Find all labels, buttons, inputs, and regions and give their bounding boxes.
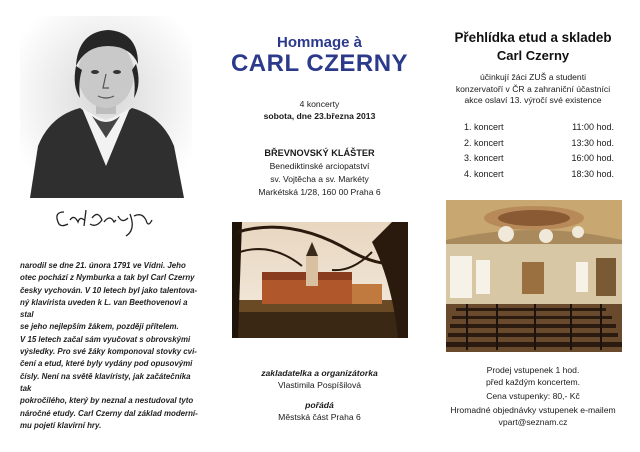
- concert-time: 11:00 hod.: [572, 122, 614, 132]
- ticket-sale-info: před každým koncertem.: [485, 377, 581, 387]
- description-line: účinkují žáci ZUŠ a studenti: [479, 72, 587, 82]
- venue-line: Benediktinské arciopatství: [269, 161, 370, 171]
- biography-text: [20, 260, 202, 432]
- organizer-name: Vlastimila Pospíšilová: [277, 380, 362, 390]
- bio-line: se jeho nejlepším žákem, později přítelem.: [20, 322, 179, 332]
- bio-line: otec pochází z Nymburka a tak byl Carl Czerny: [20, 273, 195, 283]
- hommage-heading: Hommage à: [276, 34, 363, 51]
- festival-title: Přehlídka etud a skladeb: [454, 30, 612, 45]
- organizer-role: zakladatelka a organizátorka: [261, 368, 378, 378]
- concert-time: 13:30 hod.: [571, 137, 614, 148]
- description-line: akce oslaví 13. výročí své existence: [464, 95, 602, 105]
- concert-label: 3. koncert: [464, 153, 504, 164]
- venue-line: sv. Vojtěcha a sv. Markéty: [270, 174, 369, 184]
- festival-description: [426, 72, 640, 107]
- festival-subtitle: Carl Czerny: [496, 48, 570, 63]
- bio-line: ný klavírista uveden k L. van Beethovenovi a stal: [20, 297, 188, 320]
- bio-line: čení a etud, které byly vydány pod opusovými: [20, 359, 193, 369]
- schedule-row: [464, 167, 614, 183]
- host-name: Městská část Praha 6: [278, 412, 361, 422]
- left-panel: [0, 0, 213, 452]
- bio-line: výsledky. Pro své žáky komponoval stovky cvi-: [20, 347, 197, 357]
- concert-schedule: [464, 120, 614, 182]
- bio-line: V 15 letech začal sám vyučovat s obrovskými: [20, 334, 191, 344]
- group-booking-info: Hromadné objednávky vstupenek e-mailem: [450, 405, 616, 415]
- concert-count: 4 koncerty: [299, 99, 340, 109]
- concert-label: 2. koncert: [464, 137, 504, 148]
- schedule-row: [464, 151, 614, 167]
- schedule-row: [464, 136, 614, 152]
- venue-title: BŘEVNOVSKÝ KLÁŠTER: [264, 148, 375, 158]
- monastery-photo: [232, 222, 408, 338]
- bio-line: pokročilého, který by neznal a nestudoval tyto: [20, 396, 194, 406]
- host-role: pořádá: [305, 400, 334, 410]
- contact-email: vpart@seznam.cz: [498, 417, 568, 427]
- concert-label: 4. koncert: [464, 168, 504, 179]
- description-line: konzervatoří v ČR a zahraniční účastníci: [455, 83, 611, 94]
- composer-name-heading: CARL CZERNY: [230, 50, 409, 77]
- schedule-row: [464, 120, 614, 136]
- bio-line: česky vychován. V 10 letech byl jako talentova-: [20, 285, 198, 295]
- concert-time: 18:30 hod.: [571, 168, 614, 179]
- bio-line: mu pojetí klavírní hry.: [20, 420, 102, 430]
- bio-line: čísly. Není na světě klavíristy, jak začátečníka tak: [20, 371, 191, 393]
- event-date: sobota, dne 23.března 2013: [263, 111, 376, 121]
- venue-address: Markétská 1/28, 160 00 Praha 6: [258, 187, 381, 197]
- ticket-sale-info: Prodej vstupenek 1 hod.: [486, 365, 580, 375]
- czerny-portrait-image: [20, 16, 192, 198]
- bio-line: náročné etudy. Carl Czerny dal základ moderní-: [20, 408, 198, 418]
- czerny-signature: [50, 200, 160, 240]
- concert-label: 1. koncert: [464, 122, 504, 132]
- concert-time: 16:00 hod.: [571, 153, 614, 164]
- ticket-price: Cena vstupenky: 80,- Kč: [486, 391, 580, 401]
- hall-photo: [446, 200, 622, 352]
- bio-line: narodil se dne 21. února 1791 ve Vídni. Jeho: [20, 261, 186, 270]
